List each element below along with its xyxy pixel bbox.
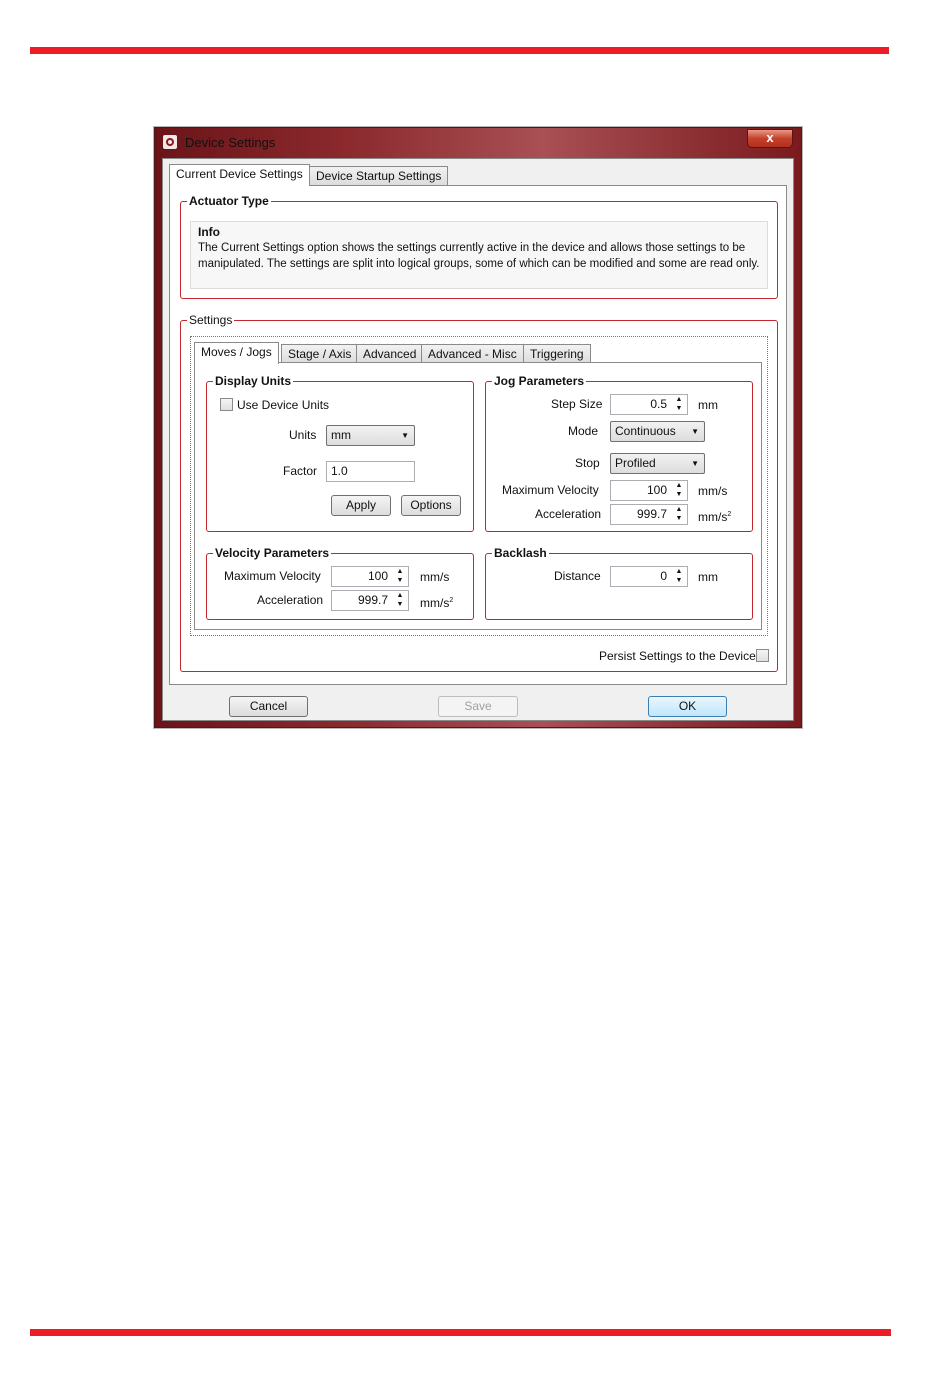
apply-button[interactable]: Apply	[331, 495, 391, 516]
jog-max-velocity-spinner[interactable]	[610, 480, 688, 501]
cancel-button[interactable]: Cancel	[229, 696, 308, 717]
acceleration-unit: $mm/s^2$	[420, 596, 454, 610]
mode-label: Mode	[568, 424, 599, 438]
tab-advanced[interactable]: Advanced	[356, 344, 423, 363]
page-bottom-rule	[30, 1329, 891, 1336]
chevron-down-icon: ▼	[401, 431, 409, 440]
units-label: Units	[289, 428, 317, 442]
moves-jogs-panel	[194, 362, 762, 630]
jog-max-velocity-value: 100	[646, 483, 667, 497]
jog-parameters-group	[485, 374, 753, 532]
max-velocity-spinner[interactable]	[331, 566, 409, 587]
options-button[interactable]: Options	[401, 495, 461, 516]
step-size-unit: mm	[698, 398, 718, 412]
distance-value: 0	[660, 569, 667, 583]
jog-parameters-label: Jog Parameters	[494, 374, 585, 388]
tab-triggering[interactable]: Triggering	[523, 344, 591, 363]
units-value: mm	[331, 428, 351, 442]
factor-label: Factor	[283, 464, 318, 478]
info-box	[190, 221, 768, 289]
tab-stage-axis[interactable]: Stage / Axis	[281, 344, 358, 363]
factor-input[interactable]: 1.0	[326, 461, 415, 482]
save-button[interactable]: Save	[438, 696, 518, 717]
backlash-group	[485, 546, 753, 620]
stop-label: Stop	[575, 456, 600, 470]
distance-label: Distance	[554, 569, 601, 583]
close-button[interactable]: x	[747, 129, 793, 148]
jog-acceleration-spinner[interactable]	[610, 504, 688, 525]
spinner-arrows-icon[interactable]: ▲ ▼	[396, 568, 404, 584]
use-device-units-checkbox[interactable]	[220, 398, 233, 411]
mode-value: Continuous	[615, 424, 676, 438]
settings-tab-container	[190, 336, 768, 636]
window-client-area	[162, 158, 794, 721]
distance-spinner[interactable]	[610, 566, 688, 587]
jog-acceleration-value: 999.7	[636, 507, 667, 521]
acceleration-value: 999.7	[357, 593, 388, 607]
velocity-parameters-group	[206, 546, 474, 620]
window-title: Device Settings	[185, 135, 276, 150]
mode-dropdown[interactable]	[610, 421, 705, 442]
tab-device-startup-settings[interactable]: Device Startup Settings	[309, 166, 448, 185]
current-device-settings-panel	[169, 185, 787, 685]
tab-current-device-settings[interactable]: Current Device Settings	[169, 164, 310, 186]
step-size-value: 0.5	[650, 397, 667, 411]
actuator-type-group	[180, 194, 778, 299]
actuator-type-label: Actuator Type	[189, 194, 269, 208]
spinner-arrows-icon[interactable]: ▲ ▼	[675, 396, 683, 412]
step-size-spinner[interactable]	[610, 394, 688, 415]
stop-dropdown[interactable]	[610, 453, 705, 474]
page-top-rule	[30, 47, 889, 54]
spinner-arrows-icon[interactable]: ▲ ▼	[675, 482, 683, 498]
chevron-down-icon: ▼	[691, 427, 699, 436]
max-velocity-unit: mm/s	[420, 570, 450, 584]
max-velocity-value: 100	[367, 569, 388, 583]
units-dropdown[interactable]	[326, 425, 415, 446]
tab-moves-jogs[interactable]: Moves / Jogs	[194, 342, 279, 364]
use-device-units-label: Use Device Units	[237, 398, 330, 412]
display-units-group	[206, 374, 474, 532]
spinner-arrows-icon[interactable]: ▲ ▼	[675, 506, 683, 522]
settings-label: Settings	[189, 313, 233, 327]
jog-max-velocity-label: Maximum Velocity	[502, 483, 599, 497]
stop-value: Profiled	[615, 456, 656, 470]
acceleration-spinner[interactable]	[331, 590, 409, 611]
velocity-parameters-label: Velocity Parameters	[215, 546, 330, 560]
chevron-down-icon: ▼	[691, 459, 699, 468]
step-size-label: Step Size	[551, 397, 603, 411]
backlash-label: Backlash	[494, 546, 547, 560]
jog-acceleration-unit: $mm/s^2$	[698, 510, 732, 524]
info-text: The Current Settings option shows the settings currently active in the device and allows those settings to be manipulated. The settings are split into logical groups, some of which can be modified and some are read only.	[198, 242, 760, 270]
device-settings-window	[154, 127, 802, 728]
spinner-arrows-icon[interactable]: ▲ ▼	[396, 592, 404, 608]
info-title: Info	[198, 225, 220, 239]
jog-acceleration-label: Acceleration	[535, 507, 602, 521]
display-units-label: Display Units	[215, 374, 292, 388]
tab-advanced-misc[interactable]: Advanced - Misc	[421, 344, 524, 363]
title-bar[interactable]	[155, 128, 801, 158]
spinner-arrows-icon[interactable]: ▲ ▼	[675, 568, 683, 584]
ok-button[interactable]: OK	[648, 696, 727, 717]
max-velocity-label: Maximum Velocity	[224, 569, 321, 583]
jog-max-velocity-unit: mm/s	[698, 484, 728, 498]
persist-settings-label: Persist Settings to the Device	[599, 649, 756, 663]
acceleration-label: Acceleration	[257, 593, 324, 607]
settings-group	[180, 313, 778, 672]
distance-unit: mm	[698, 570, 718, 584]
persist-settings-checkbox[interactable]	[756, 649, 769, 662]
app-logo-icon	[162, 134, 178, 150]
